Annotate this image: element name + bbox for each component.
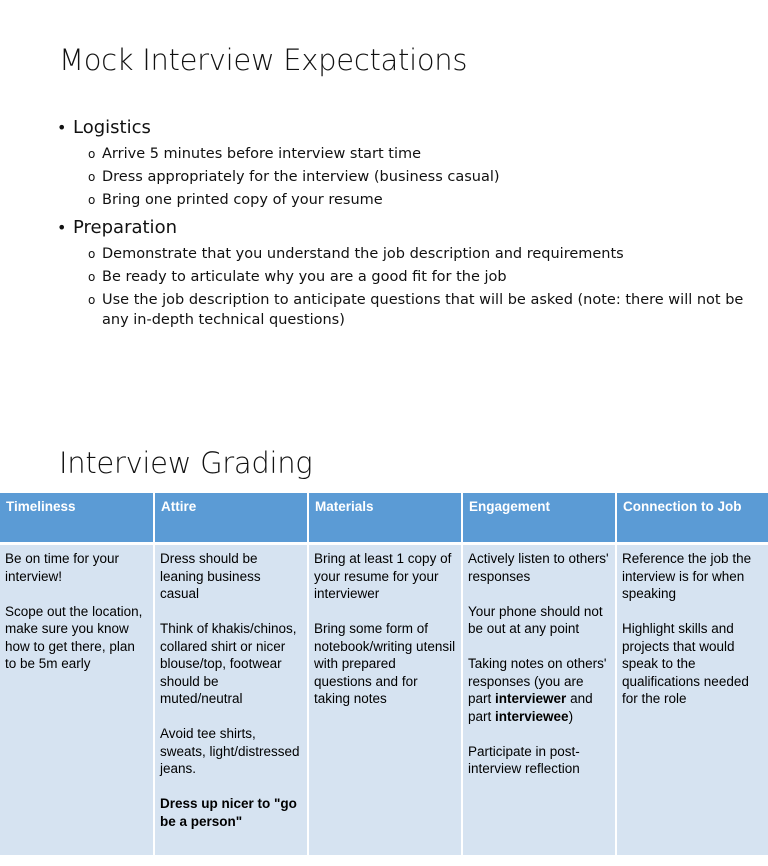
expectations-list [57, 116, 747, 332]
column-header-engagement: Engagement [462, 493, 616, 544]
section-heading [57, 116, 747, 140]
cell-paragraph: Reference the job the interview is for when speaking [622, 551, 752, 601]
circle-bullet-icon: o [88, 170, 96, 184]
text-segment-bold: interviewer [495, 691, 567, 706]
circle-bullet-icon: o [88, 293, 96, 307]
cell-attire [154, 544, 308, 856]
cell-materials [308, 544, 462, 856]
list-item-text: Be ready to articulate why you are a good fit for the job [102, 269, 507, 285]
list-item [88, 167, 747, 187]
list-item-text: Demonstrate that you understand the job description and requirements [102, 246, 624, 262]
column-header-timeliness: Timeliness [0, 493, 154, 544]
list-item [88, 190, 747, 210]
column-header-attire: Attire [154, 493, 308, 544]
list-item-text: Bring one printed copy of your resume [102, 192, 383, 208]
cell-paragraph: Bring some form of notebook/writing utensil with prepared questions and for taking notes [314, 621, 456, 706]
text-segment: and part [468, 691, 593, 724]
cell-paragraph: Dress should be leaning business casual [160, 551, 261, 601]
cell-paragraph: Bring at least 1 copy of your resume for your interviewer [314, 551, 452, 601]
circle-bullet-icon: o [88, 270, 96, 284]
circle-bullet-icon: o [88, 247, 96, 261]
column-header-connection: Connection to Job [616, 493, 768, 544]
text-segment: Taking notes on others' responses (you are part [468, 656, 607, 706]
section-preparation [57, 216, 747, 330]
section-heading-label: Logistics [73, 117, 151, 138]
list-item [88, 267, 747, 287]
list-item-text: Dress appropriately for the interview (business casual) [102, 169, 500, 185]
section-heading-label: Preparation [73, 217, 177, 238]
section-logistics [57, 116, 747, 210]
text-segment-bold: interviewee [495, 708, 569, 724]
cell-engagement [462, 544, 616, 856]
page-title: Mock Interview Expectations [59, 43, 468, 77]
circle-bullet-icon: o [88, 193, 96, 207]
cell-paragraph: Actively listen to others' responses [468, 551, 609, 584]
column-header-materials: Materials [308, 493, 462, 544]
text-segment: ) [568, 708, 574, 724]
list-item [88, 290, 747, 330]
cell-connection [616, 544, 768, 856]
cell-paragraph: Highlight skills and projects that would speak to the qualifications needed for the role [622, 621, 749, 706]
list-item-text: Use the job description to anticipate questions that will be asked (note: there will not be any in-depth technical questions) [102, 292, 744, 328]
bullet-icon: • [57, 218, 67, 237]
bullet-icon: • [57, 118, 67, 137]
table-row [0, 544, 768, 856]
cell-paragraph: Think of khakis/chinos, collared shirt or nicer blouse/top, footwear should be muted/neutral [160, 621, 297, 706]
cell-paragraph-bold: Dress up nicer to "go be a person" [160, 796, 297, 829]
cell-paragraph: Scope out the location, make sure you know how to get there, plan to be 5m early [5, 603, 143, 671]
grading-table [0, 493, 768, 855]
list-item [88, 144, 747, 164]
cell-paragraph: Avoid tee shirts, sweats, light/distressed jeans. [160, 726, 300, 776]
cell-paragraph: Participate in post-interview reflection [468, 743, 580, 776]
circle-bullet-icon: o [88, 147, 96, 161]
cell-timeliness [0, 544, 154, 856]
cell-paragraph [468, 655, 610, 725]
list-item-text: Arrive 5 minutes before interview start time [102, 146, 422, 162]
section-heading [57, 216, 747, 240]
cell-paragraph: Your phone should not be out at any point [468, 603, 603, 636]
grading-title: Interview Grading [59, 446, 313, 480]
list-item [88, 244, 747, 264]
table-header-row [0, 493, 768, 544]
cell-paragraph: Be on time for your interview! [5, 551, 120, 584]
